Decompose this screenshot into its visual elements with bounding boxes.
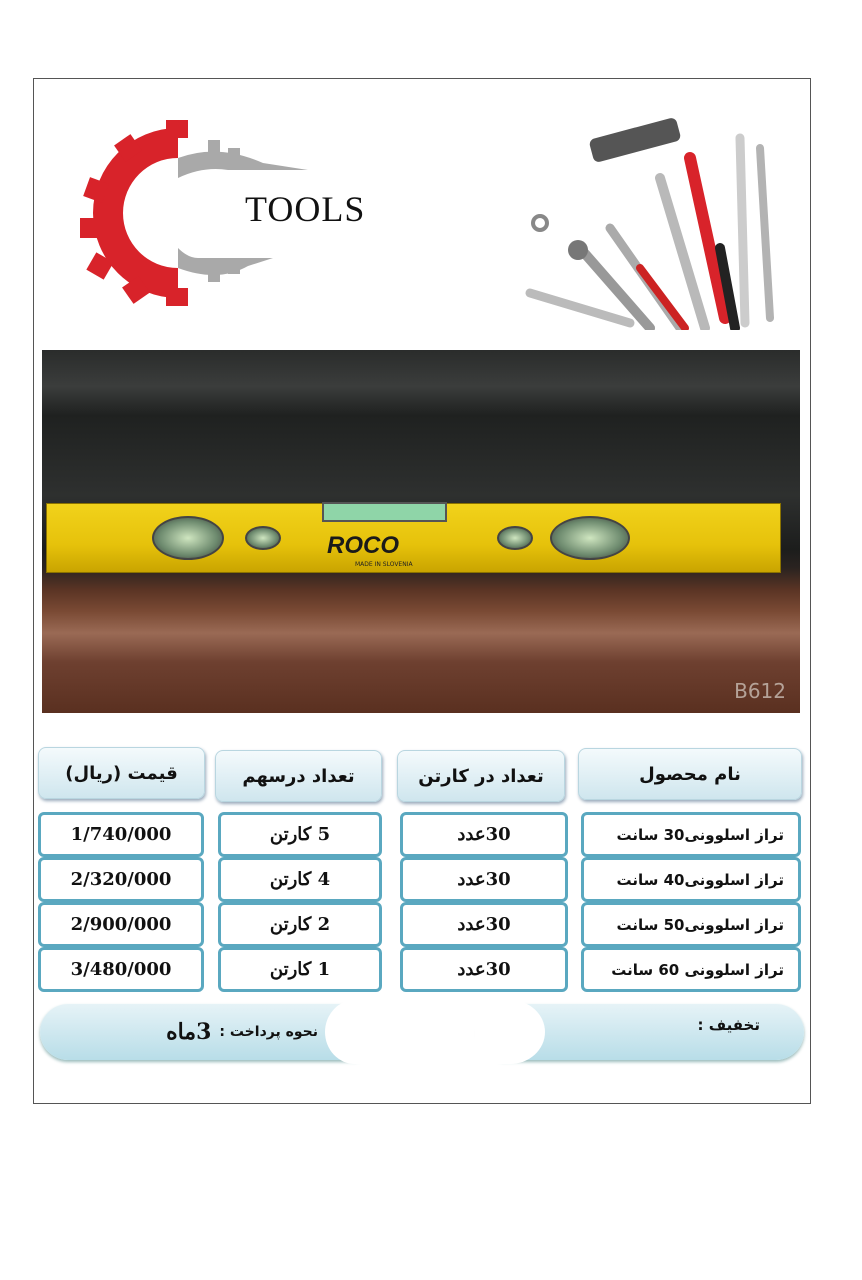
payment-value: 3ماه bbox=[166, 1019, 212, 1045]
watermark: B612 bbox=[734, 679, 786, 703]
table-cell-name: تراز اسلوونی40 سانت bbox=[581, 857, 801, 902]
level-origin: MADE IN SLOVENIA bbox=[355, 561, 413, 568]
pill-cutout bbox=[475, 1000, 545, 1064]
payment-label: نحوه پرداخت : bbox=[219, 1024, 318, 1040]
header-share: تعداد درسهم bbox=[215, 750, 382, 802]
vial-icon bbox=[152, 516, 224, 560]
vial-icon bbox=[497, 526, 533, 550]
table-cell-share: 2 کارتن bbox=[218, 902, 382, 947]
header-per-carton: تعداد در کارتن bbox=[397, 750, 565, 802]
product-photo bbox=[42, 350, 800, 713]
tools-image-icon bbox=[520, 118, 792, 330]
pill-cutout bbox=[325, 1000, 385, 1064]
table-cell-price: 3/480/000 bbox=[38, 947, 204, 992]
vial-icon bbox=[245, 526, 281, 550]
table-cell-per-carton: 30عدد bbox=[400, 902, 568, 947]
table-cell-per-carton: 30عدد bbox=[400, 857, 568, 902]
logo-text: TOOLS bbox=[245, 189, 366, 229]
header-price: قیمت (ریال) bbox=[38, 747, 205, 799]
table-cell-price: 2/320/000 bbox=[38, 857, 204, 902]
level-brand: ROCO bbox=[327, 532, 399, 559]
table-cell-share: 5 کارتن bbox=[218, 812, 382, 857]
table-cell-name: تراز اسلوونی50 سانت bbox=[581, 902, 801, 947]
table-cell-per-carton: 30عدد bbox=[400, 812, 568, 857]
table-cell-price: 2/900/000 bbox=[38, 902, 204, 947]
discount-label: تخفیف : bbox=[697, 1016, 760, 1034]
table-cell-name: تراز اسلوونی30 سانت bbox=[581, 812, 801, 857]
table-cell-name: تراز اسلوونی 60 سانت bbox=[581, 947, 801, 992]
table-cell-share: 4 کارتن bbox=[218, 857, 382, 902]
vial-icon bbox=[550, 516, 630, 560]
header-name: نام محصول bbox=[578, 748, 802, 800]
spirit-level bbox=[46, 503, 781, 573]
table-cell-price: 1/740/000 bbox=[38, 812, 204, 857]
table-cell-share: 1 کارتن bbox=[218, 947, 382, 992]
table-cell-per-carton: 30عدد bbox=[400, 947, 568, 992]
top-vial-icon bbox=[322, 502, 447, 522]
